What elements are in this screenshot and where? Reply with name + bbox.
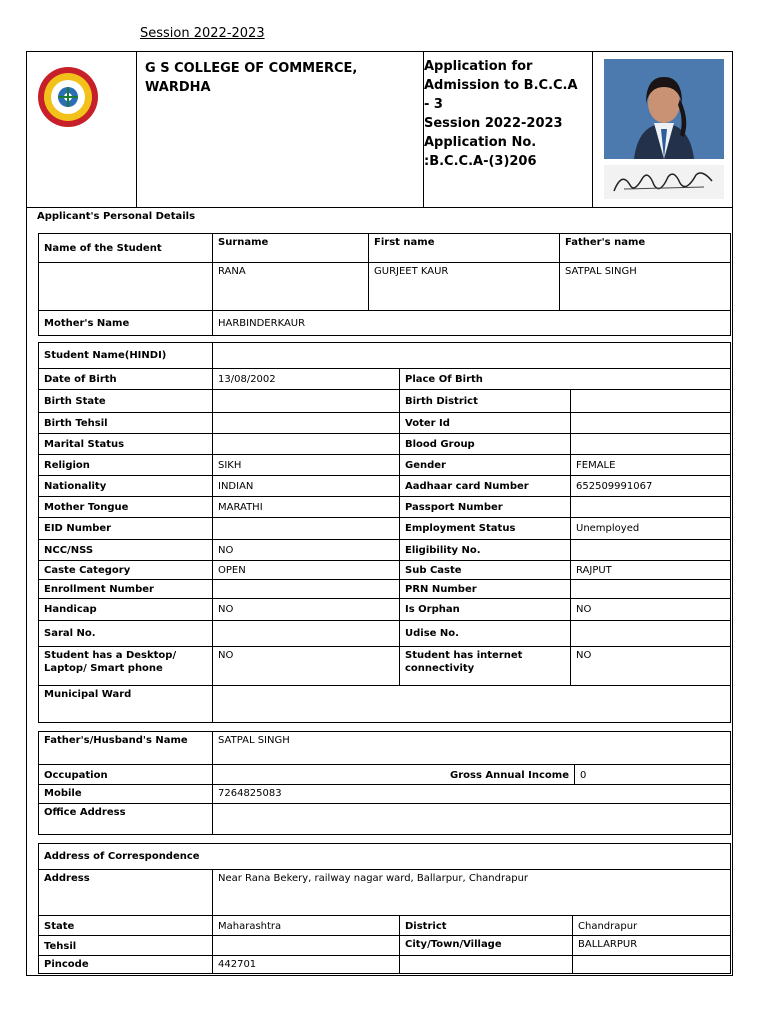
mobile-value: 7264825083 <box>213 785 731 804</box>
detail-label: Date of Birth <box>39 369 213 390</box>
detail-label: Student has a Desktop/ Laptop/ Smart phone <box>39 647 213 686</box>
detail-label: Gender <box>400 455 571 476</box>
detail-value <box>571 434 731 455</box>
detail-label: Saral No. <box>39 621 213 647</box>
income-label: Gross Annual Income <box>403 765 575 785</box>
income-value: 0 <box>575 765 731 785</box>
father-name-value: SATPAL SINGH <box>213 732 731 765</box>
detail-value <box>213 390 400 413</box>
office-label: Office Address <box>39 804 213 835</box>
surname-label: Surname <box>213 234 369 263</box>
detail-label: Birth Tehsil <box>39 413 213 434</box>
student-photo <box>604 59 724 159</box>
tehsil-value <box>213 936 400 956</box>
name-label: Name of the Student <box>39 234 213 263</box>
detail-label: Enrollment Number <box>39 580 213 599</box>
detail-value <box>571 390 731 413</box>
detail-value <box>213 518 400 540</box>
detail-value <box>213 413 400 434</box>
address-section-title: Address of Correspondence <box>39 844 731 870</box>
detail-label: Sub Caste <box>400 561 571 580</box>
detail-row <box>39 561 731 580</box>
detail-value <box>571 540 731 561</box>
detail-row <box>39 599 731 621</box>
detail-row <box>39 518 731 540</box>
detail-value: INDIAN <box>213 476 400 497</box>
detail-label: Aadhaar card Number <box>400 476 571 497</box>
detail-row <box>39 390 731 413</box>
detail-row <box>39 497 731 518</box>
detail-row <box>39 343 731 369</box>
detail-label: Place Of Birth <box>400 369 731 390</box>
pincode-label: Pincode <box>39 956 213 974</box>
state-value: Maharashtra <box>213 916 400 936</box>
detail-value <box>213 686 731 723</box>
detail-value <box>213 621 400 647</box>
district-label: District <box>400 916 573 936</box>
occupation-label: Occupation <box>39 765 213 785</box>
detail-row <box>39 621 731 647</box>
detail-value <box>571 413 731 434</box>
office-value <box>213 804 731 835</box>
detail-row <box>39 580 731 599</box>
detail-value: NO <box>213 647 400 686</box>
college-logo <box>36 57 100 137</box>
detail-value <box>213 343 731 369</box>
detail-label: NCC/NSS <box>39 540 213 561</box>
detail-label: Handicap <box>39 599 213 621</box>
detail-label: Nationality <box>39 476 213 497</box>
detail-value: MARATHI <box>213 497 400 518</box>
signature-image <box>604 165 724 199</box>
detail-value: FEMALE <box>571 455 731 476</box>
fathersname-value: SATPAL SINGH <box>560 263 731 311</box>
detail-value: NO <box>571 599 731 621</box>
detail-value <box>571 580 731 599</box>
detail-label: Voter Id <box>400 413 571 434</box>
session-heading: Session 2022-2023 <box>140 26 265 41</box>
fathersname-label: Father's name <box>560 234 731 263</box>
detail-row <box>39 540 731 561</box>
detail-label: Student has internet connectivity <box>400 647 571 686</box>
detail-label: Employment Status <box>400 518 571 540</box>
mother-value: HARBINDERKAUR <box>213 311 731 336</box>
detail-row <box>39 434 731 455</box>
detail-value: Unemployed <box>571 518 731 540</box>
occupation-value <box>213 765 403 785</box>
detail-label: PRN Number <box>400 580 571 599</box>
detail-row <box>39 413 731 434</box>
application-info: Application for Admission to B.C.C.A - 3 Session 2022-2023 Application No. :B.C.C.A-(3)206 <box>424 59 578 169</box>
mobile-label: Mobile <box>39 785 213 804</box>
detail-label: EID Number <box>39 518 213 540</box>
firstname-value: GURJEET KAUR <box>369 263 560 311</box>
detail-label: Municipal Ward <box>39 686 213 723</box>
detail-label: Is Orphan <box>400 599 571 621</box>
detail-label: Eligibility No. <box>400 540 571 561</box>
father-name-label: Father's/Husband's Name <box>39 732 213 765</box>
detail-label: Udise No. <box>400 621 571 647</box>
address-value: Near Rana Bekery, railway nagar ward, Ballarpur, Chandrapur <box>213 870 731 916</box>
detail-label: Birth District <box>400 390 571 413</box>
detail-label: Birth State <box>39 390 213 413</box>
detail-row <box>39 647 731 686</box>
address-label: Address <box>39 870 213 916</box>
detail-value <box>571 497 731 518</box>
detail-value: SIKH <box>213 455 400 476</box>
college-name: G S COLLEGE OF COMMERCE, WARDHA <box>145 61 358 95</box>
detail-value: OPEN <box>213 561 400 580</box>
tehsil-label: Tehsil <box>39 936 213 956</box>
personal-details-table <box>38 342 731 723</box>
detail-label: Religion <box>39 455 213 476</box>
detail-row <box>39 686 731 723</box>
detail-value: RAJPUT <box>571 561 731 580</box>
detail-label: Marital Status <box>39 434 213 455</box>
detail-label: Blood Group <box>400 434 571 455</box>
detail-value: NO <box>213 599 400 621</box>
surname-value: RANA <box>213 263 369 311</box>
detail-label: Passport Number <box>400 497 571 518</box>
detail-label: Mother Tongue <box>39 497 213 518</box>
detail-row <box>39 455 731 476</box>
detail-value <box>571 621 731 647</box>
detail-value: NO <box>571 647 731 686</box>
detail-row <box>39 369 731 390</box>
detail-value: NO <box>213 540 400 561</box>
detail-value: 652509991067 <box>571 476 731 497</box>
detail-value <box>213 434 400 455</box>
father-details-table <box>38 731 731 835</box>
detail-row <box>39 476 731 497</box>
detail-label: Caste Category <box>39 561 213 580</box>
pincode-value: 442701 <box>213 956 400 974</box>
personal-details-title: Applicant's Personal Details <box>37 211 196 222</box>
mother-label: Mother's Name <box>39 311 213 336</box>
detail-label: Student Name(HINDI) <box>39 343 213 369</box>
detail-value: 13/08/2002 <box>213 369 400 390</box>
city-value: BALLARPUR <box>573 936 731 956</box>
student-name-table <box>38 233 731 336</box>
city-label: City/Town/Village <box>400 936 573 956</box>
firstname-label: First name <box>369 234 560 263</box>
detail-value <box>213 580 400 599</box>
district-value: Chandrapur <box>573 916 731 936</box>
state-label: State <box>39 916 213 936</box>
address-table <box>38 843 731 974</box>
